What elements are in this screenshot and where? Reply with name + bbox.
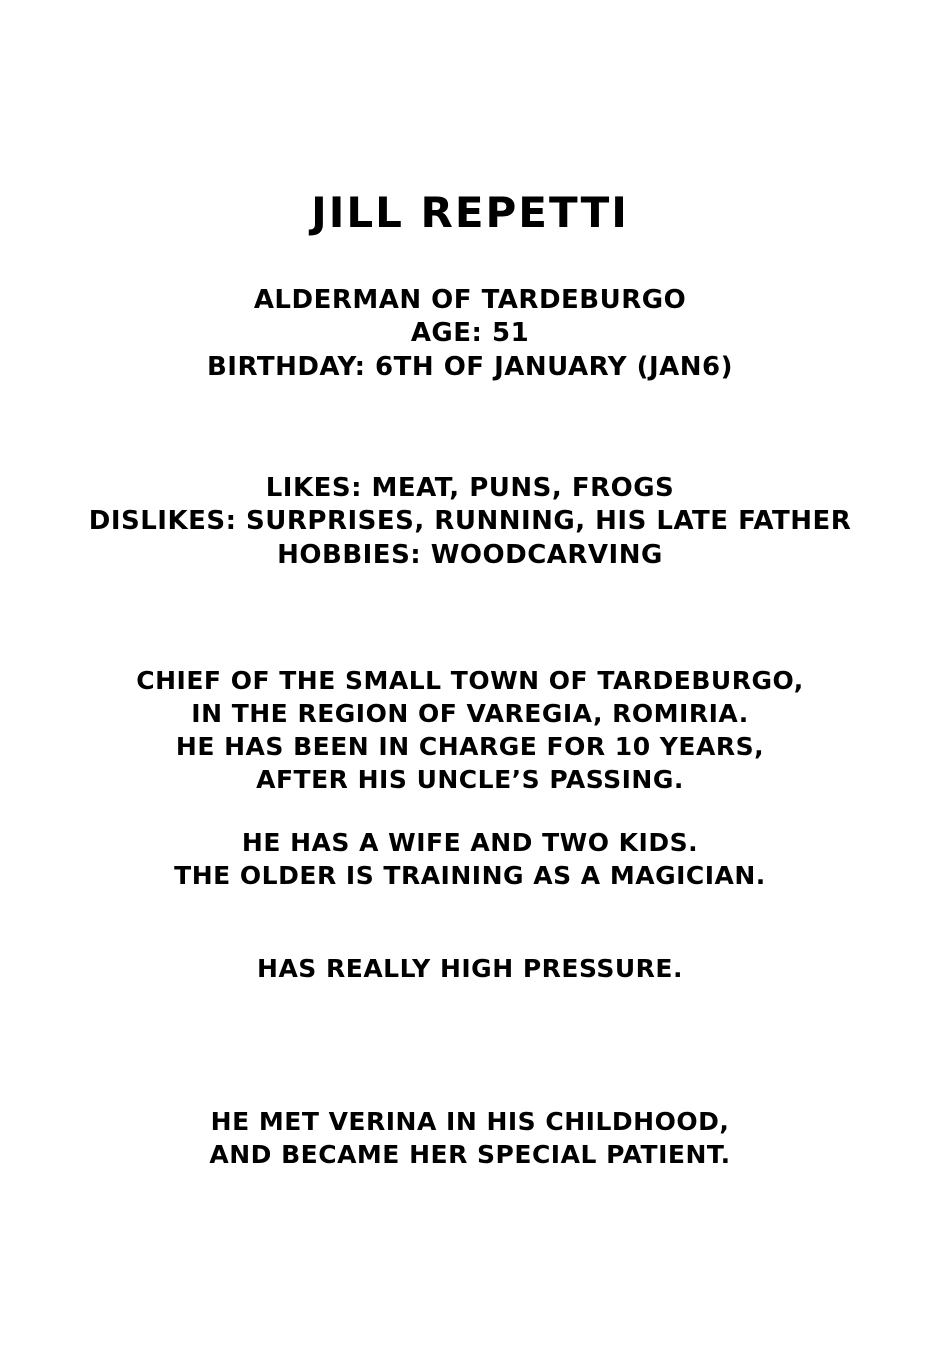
character-age: AGE: 51 <box>410 318 530 349</box>
bio-family-line-1: HE HAS A WIFE AND TWO KIDS. <box>241 827 699 857</box>
paragraph-spacer-3 <box>0 922 940 952</box>
character-dislikes: DISLIKES: SURPRISES, RUNNING, HIS LATE FATHER <box>88 506 852 537</box>
character-hobbies: HOBBIES: WOODCARVING <box>277 539 663 570</box>
bio-line-3: HE HAS BEEN IN CHARGE FOR 10 YEARS, <box>175 731 765 761</box>
bio-health-line: HAS REALLY HIGH PRESSURE. <box>257 953 683 983</box>
footer-line-2: AND BECAME HER SPECIAL PATIENT. <box>209 1139 731 1169</box>
bio-line-2: IN THE REGION OF VAREGIA, ROMIRIA. <box>191 698 749 728</box>
bio-line-4: AFTER HIS UNCLE’S PASSING. <box>256 764 684 794</box>
character-footer-block <box>0 1105 940 1171</box>
footer-line-1: HE MET VERINA IN HIS CHILDHOOD, <box>210 1106 730 1136</box>
character-role: ALDERMAN OF TARDEBURGO <box>253 285 687 316</box>
character-traits-block <box>0 472 940 572</box>
bio-line-1: CHIEF OF THE SMALL TOWN OF TARDEBURGO, <box>136 665 804 695</box>
page-title: JILL REPETTI <box>311 188 629 237</box>
bio-family-line-2: THE OLDER IS TRAINING AS A MAGICIAN. <box>174 860 766 890</box>
character-title-block <box>0 284 940 384</box>
character-birthday: BIRTHDAY: 6TH OF JANUARY (JAN6) <box>206 351 733 382</box>
paragraph-spacer-2 <box>0 892 940 922</box>
paragraph-spacer <box>0 796 940 826</box>
character-bio-block <box>0 664 940 985</box>
character-likes: LIKES: MEAT, PUNS, FROGS <box>265 472 675 503</box>
